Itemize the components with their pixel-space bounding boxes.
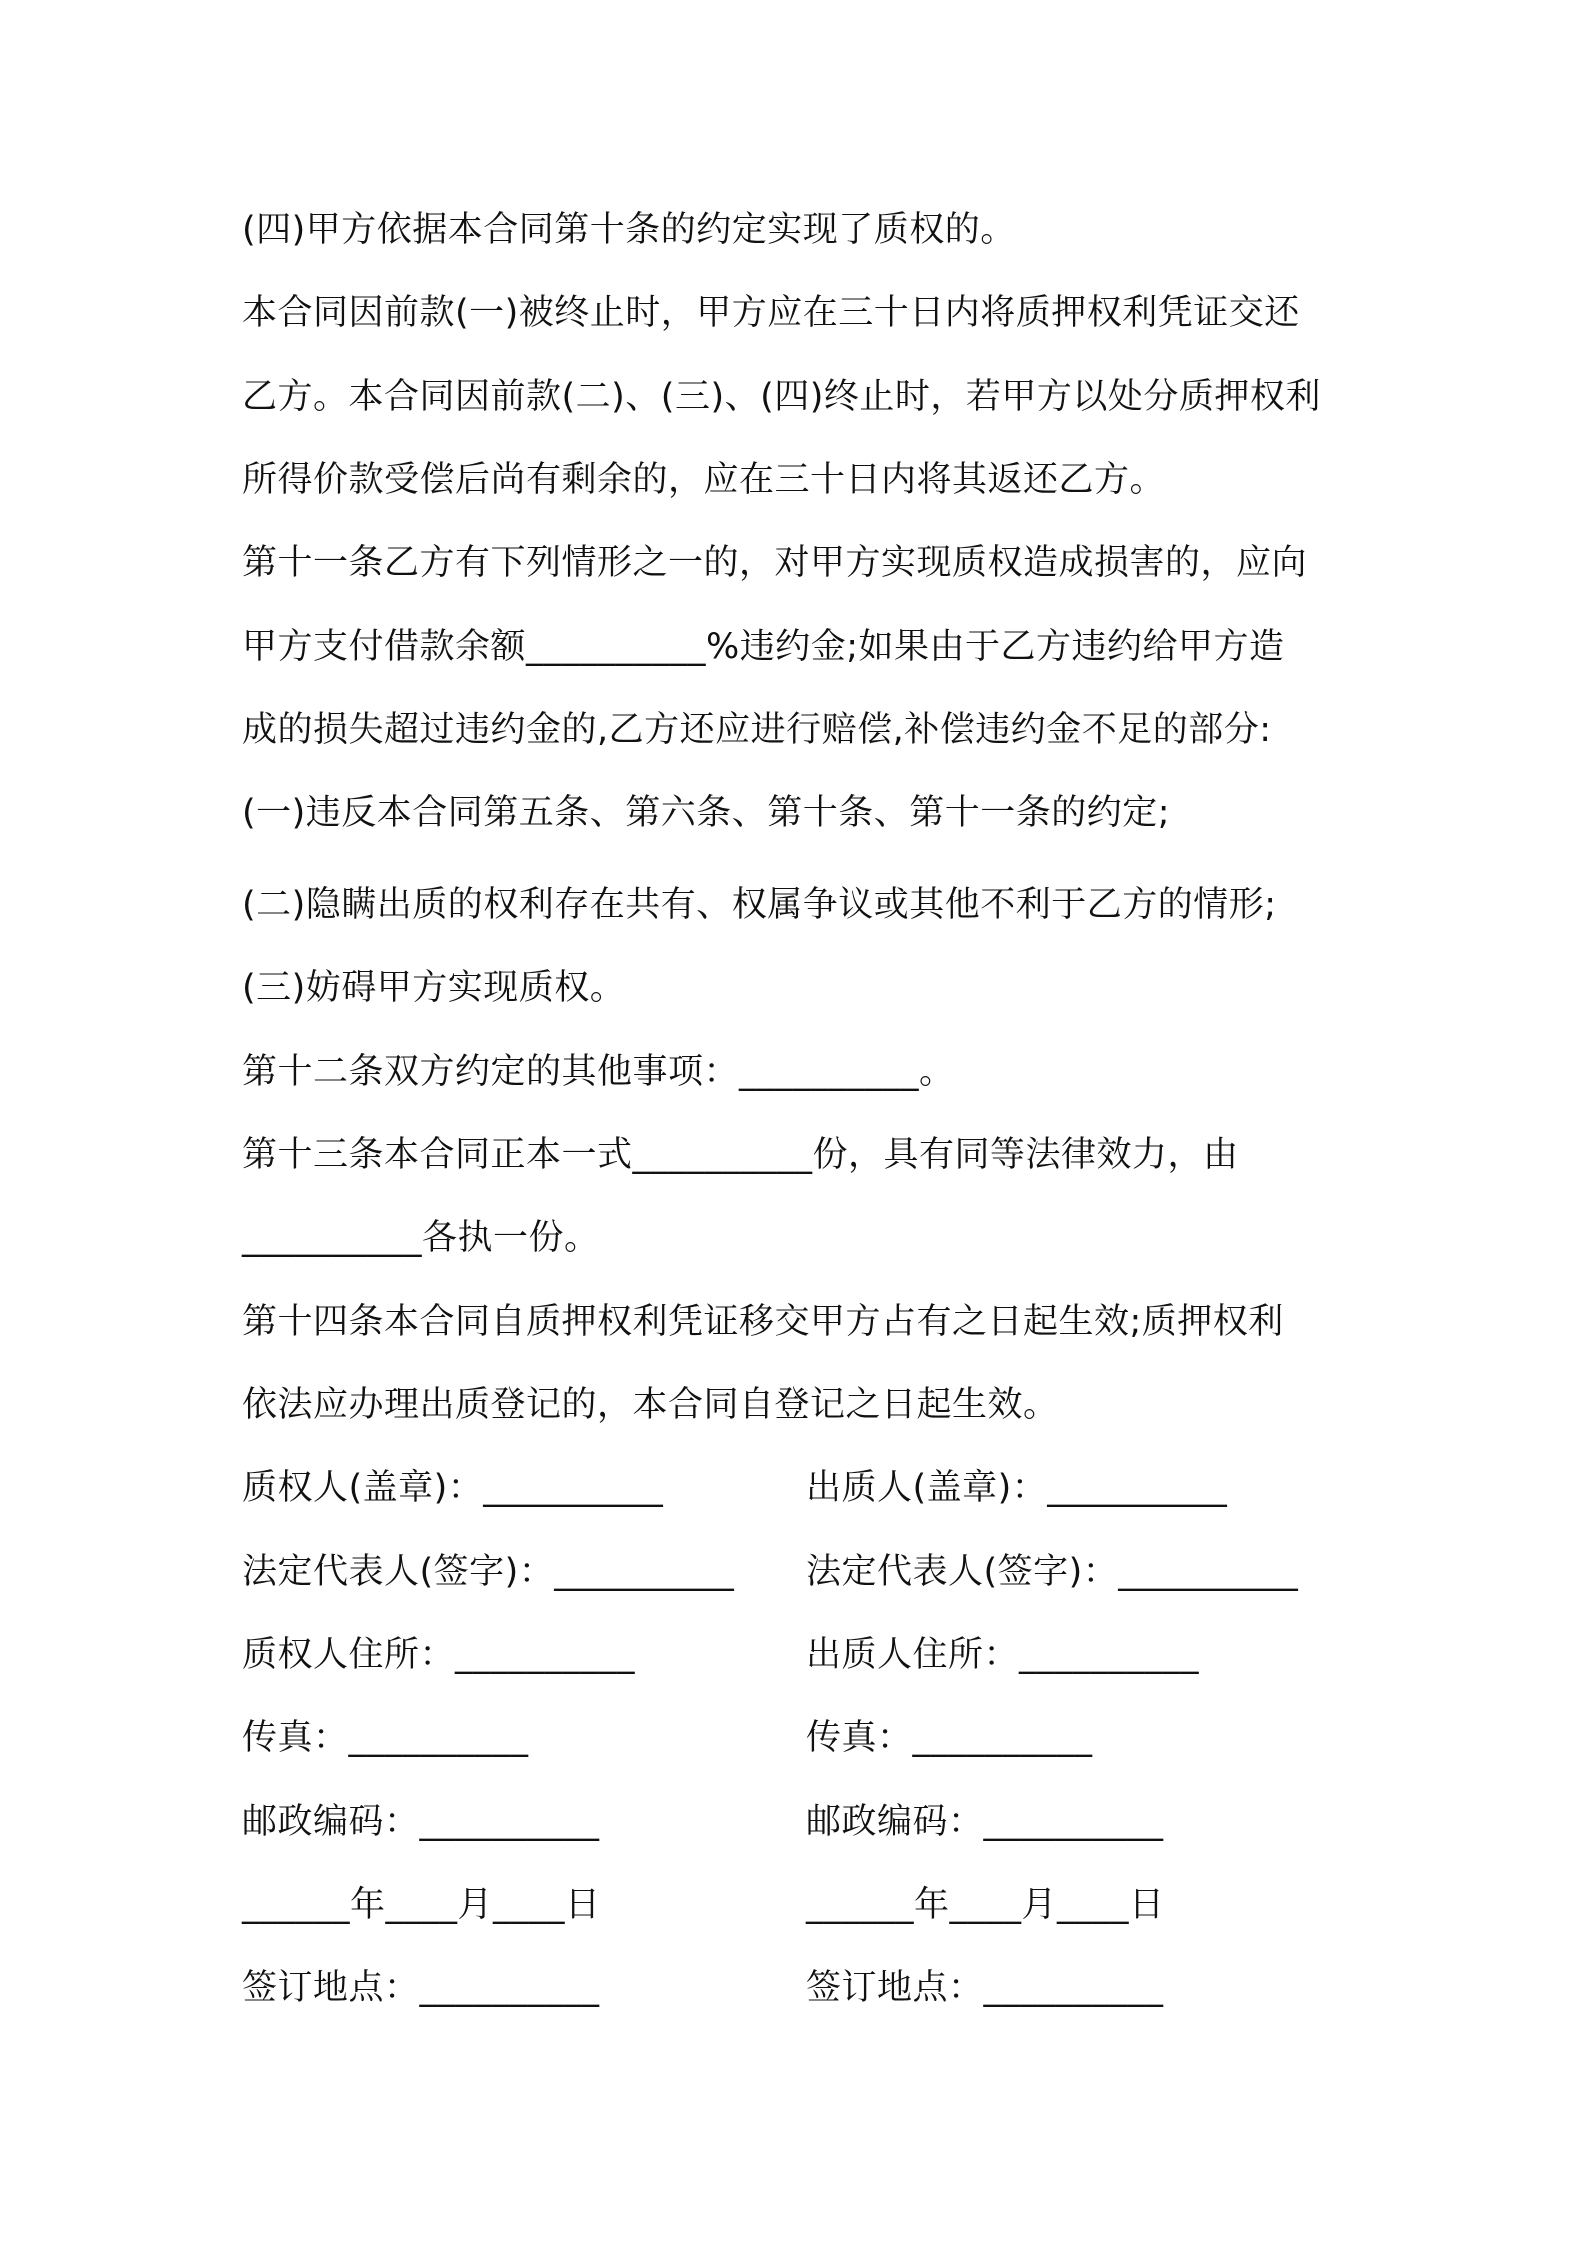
pledgee-fax-field: 传真：__________ — [242, 1718, 529, 1758]
clause-line: 第十三条本合同正本一式__________份，具有同等法律效力，由 — [242, 1135, 1239, 1175]
clause-line: 乙方。本合同因前款(二)、(三)、(四)终止时，若甲方以处分质押权利 — [242, 377, 1321, 417]
pledgor-address-field: 出质人住所：__________ — [806, 1635, 1200, 1675]
clause-line: 甲方支付借款余额__________%违约金;如果由于乙方违约给甲方造 — [242, 627, 1285, 667]
pledgee-seal-field: 质权人(盖章)：__________ — [242, 1468, 664, 1508]
clause-line: 成的损失超过违约金的,乙方还应进行赔偿,补偿违约金不足的部分: — [242, 710, 1272, 750]
pledgee-postcode-field: 邮政编码：__________ — [242, 1802, 600, 1842]
clause-line: (二)隐瞒出质的权利存在共有、权属争议或其他不利于乙方的情形; — [242, 885, 1277, 925]
clause-line: (一)违反本合同第五条、第六条、第十条、第十一条的约定; — [242, 793, 1171, 833]
pledgor-fax-field: 传真：__________ — [806, 1718, 1093, 1758]
pledgee-signing-place-field: 签订地点：__________ — [242, 1968, 600, 2008]
pledgee-date-field: ______年____月____日 — [242, 1885, 601, 1925]
clause-line: 依法应办理出质登记的，本合同自登记之日起生效。 — [242, 1385, 1059, 1425]
clause-line: (三)妨碍甲方实现质权。 — [242, 968, 626, 1008]
pledgee-address-field: 质权人住所：__________ — [242, 1635, 636, 1675]
pledgor-representative-field: 法定代表人(签字)：__________ — [806, 1552, 1299, 1592]
clause-line: __________各执一份。 — [242, 1218, 600, 1258]
clause-line: 第十四条本合同自质押权利凭证移交甲方占有之日起生效;质押权利 — [242, 1302, 1284, 1342]
pledgor-date-field: ______年____月____日 — [806, 1885, 1165, 1925]
pledgor-postcode-field: 邮政编码：__________ — [806, 1802, 1164, 1842]
clause-line: (四)甲方依据本合同第十条的约定实现了质权的。 — [242, 210, 1016, 250]
clause-line: 所得价款受偿后尚有剩余的，应在三十日内将其返还乙方。 — [242, 460, 1166, 500]
clause-line: 第十一条乙方有下列情形之一的，对甲方实现质权造成损害的，应向 — [242, 543, 1308, 583]
clause-line: 本合同因前款(一)被终止时，甲方应在三十日内将质押权利凭证交还 — [242, 293, 1300, 333]
pledgee-representative-field: 法定代表人(签字)：__________ — [242, 1552, 735, 1592]
clause-line: 第十二条双方约定的其他事项：__________。 — [242, 1052, 955, 1092]
pledgor-seal-field: 出质人(盖章)：__________ — [806, 1468, 1228, 1508]
pledgor-signing-place-field: 签订地点：__________ — [806, 1968, 1164, 2008]
